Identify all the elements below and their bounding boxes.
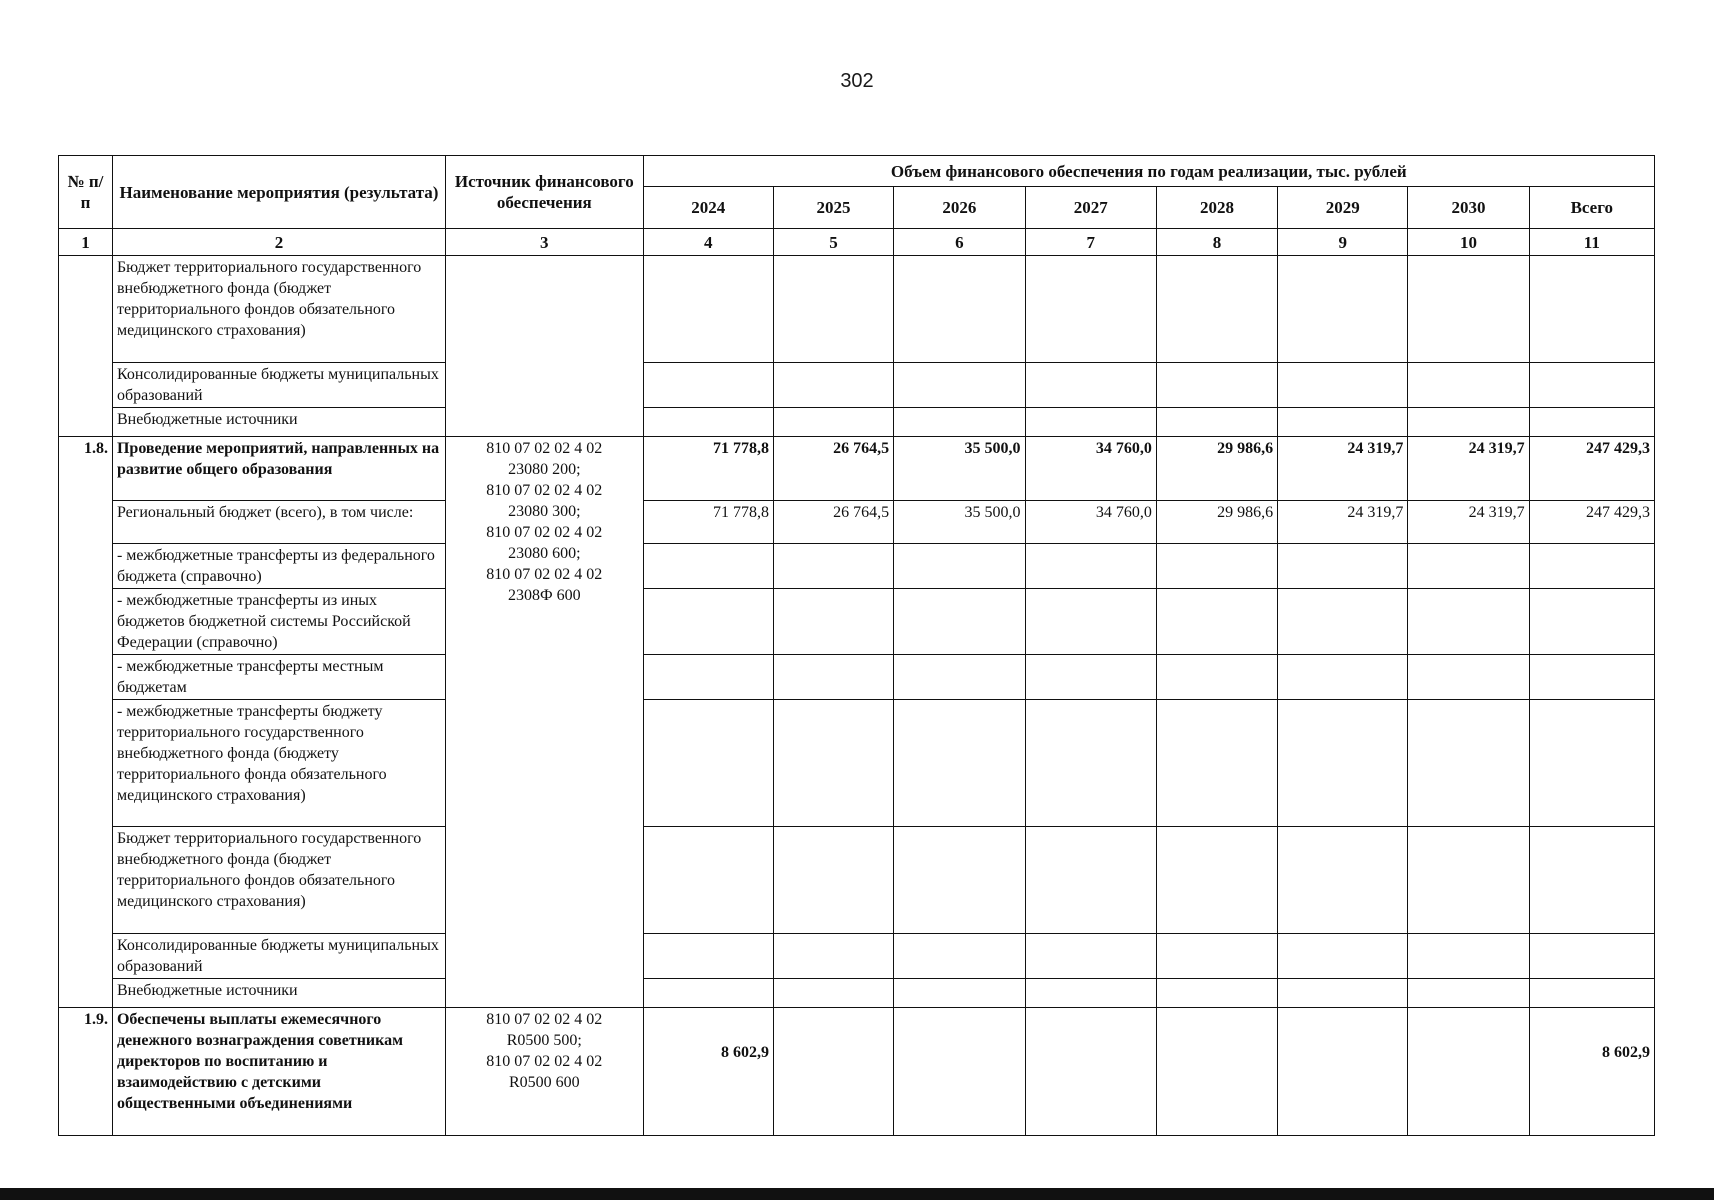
source-code-line: 810 07 02 02 4 02: [486, 440, 603, 457]
value-cell: 26 764,5: [773, 501, 893, 544]
source-code-line: 810 07 02 02 4 02: [486, 566, 603, 583]
source-code-line: 2308Ф 600: [507, 587, 581, 604]
table-row: [59, 979, 1655, 1008]
header-year: 2030: [1408, 187, 1529, 229]
column-number: 2: [112, 229, 445, 256]
row-name: Консолидированные бюджеты муниципальных образований: [112, 934, 445, 979]
budget-table: [58, 155, 1655, 1136]
source-code-line: 810 07 02 02 4 02: [486, 1011, 603, 1028]
source-code-line: R0500 600: [508, 1074, 580, 1091]
table-row: [59, 544, 1655, 589]
value-cell: 34 760,0: [1025, 437, 1156, 501]
source-code-line: 810 07 02 02 4 02: [486, 482, 603, 499]
row-name: Проведение мероприятий, направленных на развитие общего образования: [112, 437, 445, 501]
page-number: 302: [840, 70, 874, 92]
table-row: [59, 408, 1655, 437]
row-name: Внебюджетные источники: [112, 408, 445, 437]
column-number: 10: [1408, 229, 1529, 256]
source-code-line: R0500 500;: [506, 1032, 582, 1049]
value-cell: 35 500,0: [894, 501, 1025, 544]
column-number: 6: [894, 229, 1025, 256]
table-row: [59, 363, 1655, 408]
index-cell: 1.9.: [59, 1008, 113, 1136]
header-year: 2026: [894, 187, 1025, 229]
table-row: [59, 655, 1655, 700]
value-cell: 29 986,6: [1156, 501, 1277, 544]
table-row: [59, 256, 1655, 363]
table-row: [59, 501, 1655, 544]
header-name: Наименование мероприятия (результата): [112, 156, 445, 229]
value-cell: 26 764,5: [773, 437, 893, 501]
table-row: [59, 437, 1655, 501]
index-cell: [59, 256, 113, 437]
row-name: - межбюджетные трансферты бюджету территориального государственного внебюджетного фонда (бюджету территориального фонда обязательного медицинского страхования): [112, 700, 445, 827]
row-name: Бюджет территориального государственного внебюджетного фонда (бюджет территориального фондов обязательного медицинского страхования): [112, 827, 445, 934]
row-name: Обеспечены выплаты ежемесячного денежного вознаграждения советникам директоров по воспитанию и взаимодействию с детскими общественными объединениями: [112, 1008, 445, 1136]
row-name: Консолидированные бюджеты муниципальных образований: [112, 363, 445, 408]
total-cell: 247 429,3: [1529, 501, 1654, 544]
column-number: 5: [773, 229, 893, 256]
table-row: [59, 827, 1655, 934]
table-row: [59, 589, 1655, 655]
column-number: 3: [446, 229, 644, 256]
column-number: 4: [643, 229, 773, 256]
value-cell: 29 986,6: [1156, 437, 1277, 501]
column-number: 7: [1025, 229, 1156, 256]
header-year: 2027: [1025, 187, 1156, 229]
row-name: - межбюджетные трансферты из иных бюджетов бюджетной системы Российской Федерации (справочно): [112, 589, 445, 655]
column-number: 9: [1278, 229, 1408, 256]
column-number: 8: [1156, 229, 1277, 256]
value-cell: 71 778,8: [643, 437, 773, 501]
table-row: [59, 1008, 1655, 1136]
scan-bottom-edge: [0, 1188, 1714, 1200]
source-cell: [446, 437, 644, 1008]
source-cell: [446, 256, 644, 437]
source-cell: [446, 1008, 644, 1136]
row-name: - межбюджетные трансферты из федерального бюджета (справочно): [112, 544, 445, 589]
row-name: - межбюджетные трансферты местным бюджетам: [112, 655, 445, 700]
total-cell: 247 429,3: [1529, 437, 1654, 501]
column-number: 1: [59, 229, 113, 256]
value-cell: 24 319,7: [1408, 437, 1529, 501]
header-total: Всего: [1529, 187, 1654, 229]
table-row: [59, 934, 1655, 979]
row-name: Региональный бюджет (всего), в том числе:: [112, 501, 445, 544]
value-cell: 35 500,0: [894, 437, 1025, 501]
header-year: 2029: [1278, 187, 1408, 229]
value-cell: 24 319,7: [1278, 501, 1408, 544]
value-cell: 24 319,7: [1408, 501, 1529, 544]
value-cell: 24 319,7: [1278, 437, 1408, 501]
column-number: 11: [1529, 229, 1654, 256]
row-name: Бюджет территориального государственного внебюджетного фонда (бюджет территориального фондов обязательного медицинского страхования): [112, 256, 445, 363]
table-row: [59, 700, 1655, 827]
source-code-line: 23080 300;: [508, 503, 581, 520]
index-cell: 1.8.: [59, 437, 113, 1008]
value-cell: 8 602,9: [643, 1008, 773, 1136]
header-num: № п/п: [59, 156, 113, 229]
source-code-line: 810 07 02 02 4 02: [486, 1053, 603, 1070]
header-source: Источник финансового обеспечения: [446, 156, 644, 229]
row-name: Внебюджетные источники: [112, 979, 445, 1008]
header-volume: Объем финансового обеспечения по годам реализации, тыс. рублей: [643, 156, 1654, 187]
source-code-line: 810 07 02 02 4 02: [486, 524, 603, 541]
header-year: 2024: [643, 187, 773, 229]
total-cell: 8 602,9: [1529, 1008, 1654, 1136]
header-year: 2028: [1156, 187, 1277, 229]
source-code-line: 23080 200;: [508, 461, 581, 478]
value-cell: 71 778,8: [643, 501, 773, 544]
header-year: 2025: [773, 187, 893, 229]
source-code-line: 23080 600;: [508, 545, 581, 562]
value-cell: 34 760,0: [1025, 501, 1156, 544]
